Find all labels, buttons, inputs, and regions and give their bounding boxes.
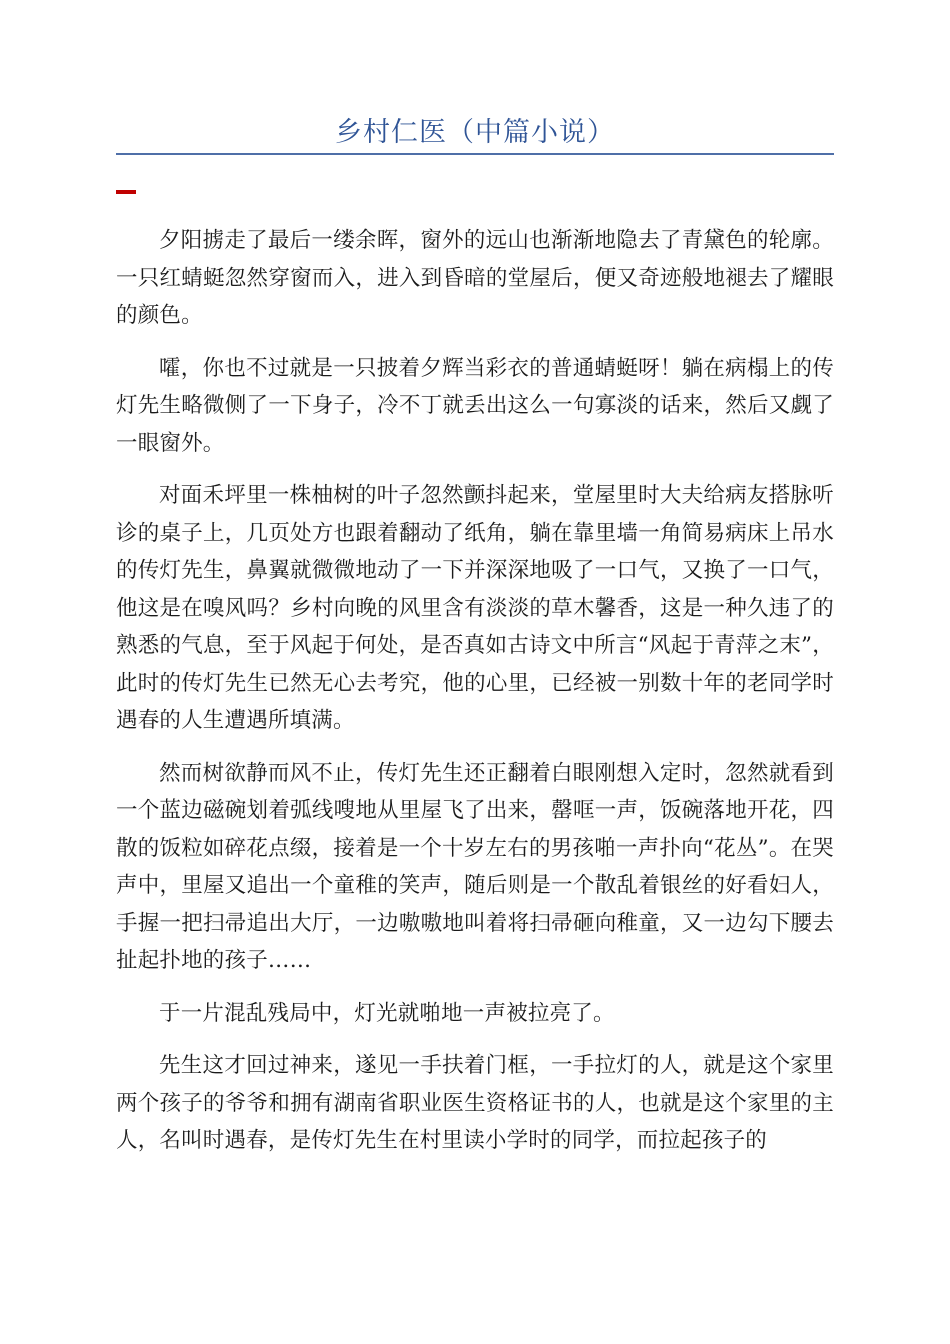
paragraph-1: 夕阳掳走了最后一缕余晖，窗外的远山也渐渐地隐去了青黛色的轮廓。一只红蜻蜓忽然穿窗而入，进入到昏暗的堂屋后，便又奇迹般地褪去了耀眼的颜色。 — [116, 228, 834, 328]
paragraph-4: 然而树欲静而风不止，传灯先生还正翻着白眼刚想入定时，忽然就看到一个蓝边磁碗划着弧线嗖地从里屋飞了出来，罄哐一声，饭碗落地开花，四散的饭粒如碎花点缀，接着是一个十岁左右的男孩啪一声扑向“花丛”。在哭声中，里屋又追出一个童稚的笑声，随后则是一个散乱着银丝的好看妇人，手握一把扫帚追出大厅，一边嗷嗷地叫着将扫帚砸向稚童，又一边勾下腰去扯起扑地的孩子…… — [116, 760, 834, 973]
title-underline — [116, 153, 834, 155]
paragraph-5: 于一片混乱残局中，灯光就啪地一声被拉亮了。 — [159, 1000, 615, 1026]
paragraph-3: 对面禾坪里一株柚树的叶子忽然颤抖起来，堂屋里时大夫给病友搭脉听诊的桌子上，几页处方也跟着翻动了纸角，躺在靠里墙一角简易病床上吊水的传灯先生，鼻翼就微微地动了一下并深深地吸了一口气，又换了一口气，他这是在嗅风吗？乡村向晚的风里含有淡淡的草木馨香，这是一种久违了的熟悉的气息，至于风起于何处，是否真如古诗文中所言“风起于青萍之末”，此时的传灯先生已然无心去考究，他的心里，已经被一别数十年的老同学时遇春的人生遭遇所填满。 — [116, 483, 834, 733]
document-title: 乡村仁医（中篇小说） — [335, 117, 615, 148]
chapter-marker — [116, 190, 136, 194]
paragraph-2: 嚯，你也不过就是一只披着夕辉当彩衣的普通蜻蜓呀！躺在病榻上的传灯先生略微侧了一下身子，冷不丁就丢出这么一句寡淡的话来，然后又觑了一眼窗外。 — [116, 355, 834, 456]
document-body — [116, 222, 834, 1175]
paragraph-6: 先生这才回过神来，遂见一手扶着门框，一手拉灯的人，就是这个家里两个孩子的爷爷和拥有湖南省职业医生资格证书的人，也就是这个家里的主人，名叫时遇春，是传灯先生在村里读小学时的同学，而拉起孩子的 — [116, 1053, 834, 1153]
